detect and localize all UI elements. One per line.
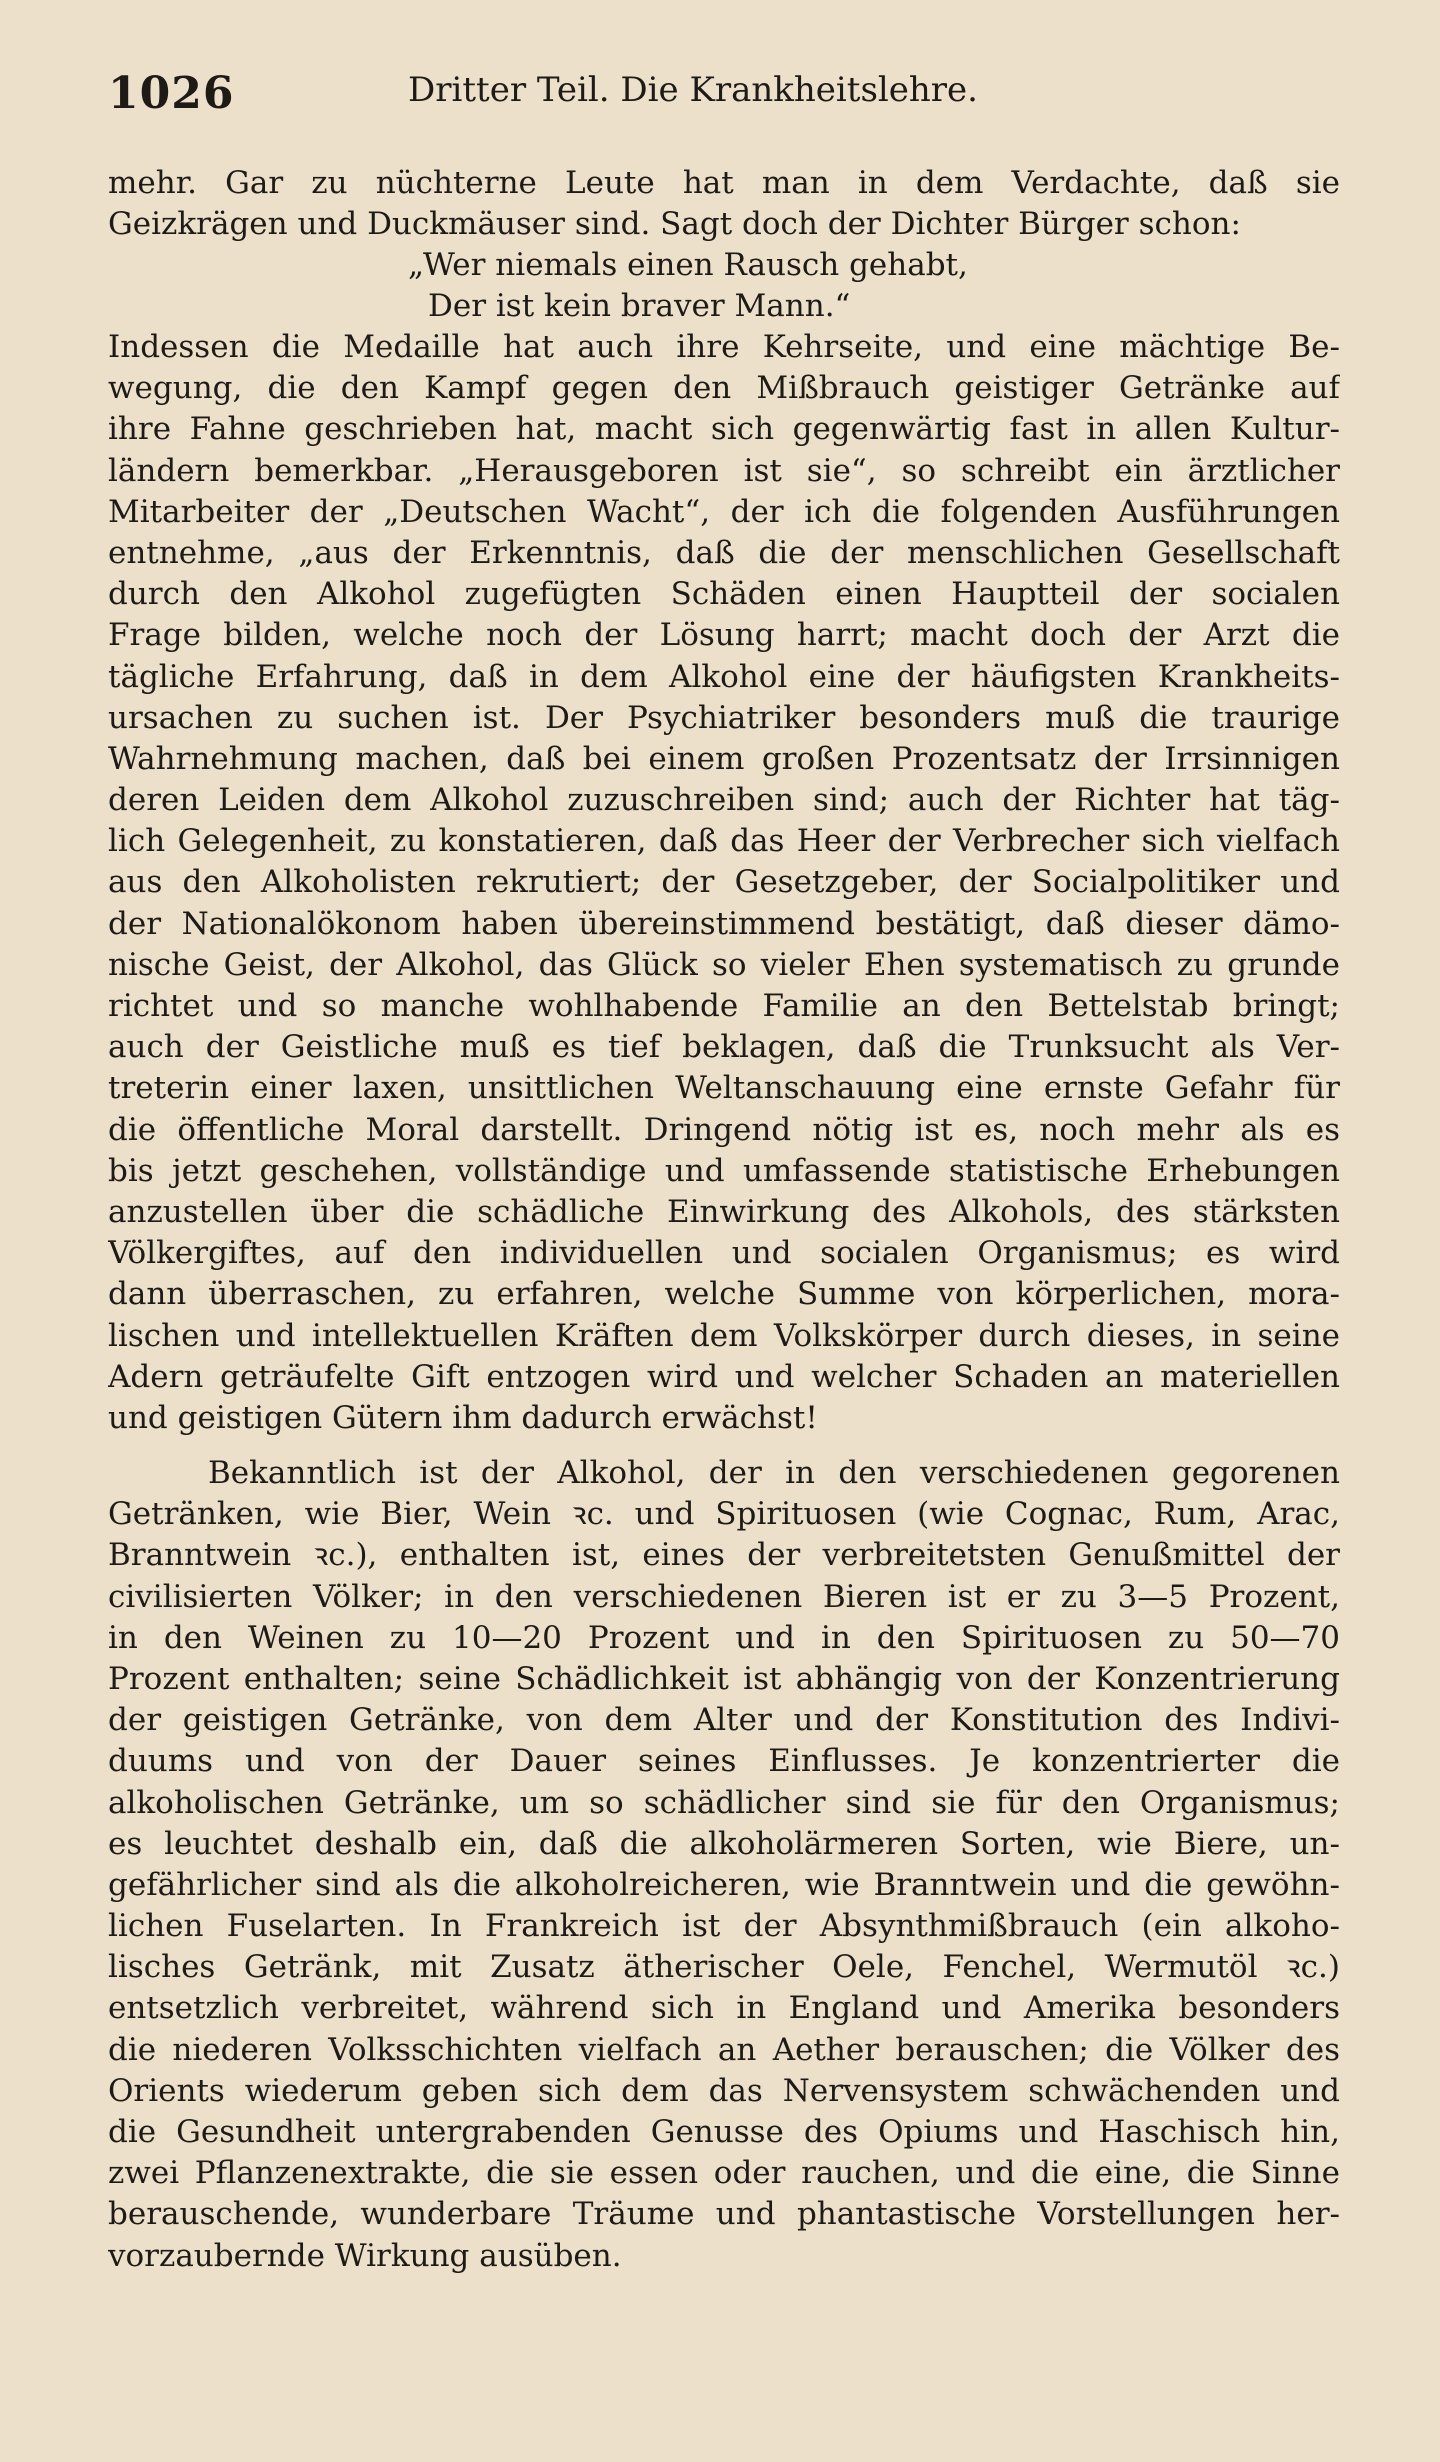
text-line: durch den Alkohol zugefügten Schäden einen Hauptteil der socialen [108, 576, 1340, 613]
page-number: 1026 [108, 68, 235, 119]
paragraph-1 [108, 163, 1340, 245]
text-line: Adern geträufelte Gift entzogen wird und welcher Schaden an materiellen [108, 1358, 1340, 1395]
text-line: gefährlicher sind als die alkoholreicheren, wie Branntwein und die gewöhn- [108, 1866, 1340, 1903]
text-line: die Gesundheit untergrabenden Genusse des Opiums und Haschisch hin, [108, 2114, 1340, 2150]
text-line: lich Gelegenheit, zu konstatieren, daß das Heer der Verbrecher sich vielfach [108, 823, 1340, 860]
text-line: und geistigen Gütern ihm dadurch erwächst! [108, 1399, 818, 1436]
verse-line: Der ist kein braver Mann.“ [428, 288, 851, 325]
text-line: ländern bemerkbar. „Herausgeboren ist sie“, so schreibt ein ärztlicher [108, 452, 1340, 489]
paragraph-3 [108, 1453, 1340, 2277]
text-line: berauschende, wunderbare Träume und phantastische Vorstellungen her- [108, 2196, 1340, 2233]
text-line: es leuchtet deshalb ein, daß die alkoholärmeren Sorten, wie Biere, un- [108, 1825, 1340, 1862]
text-line: anzustellen über die schädliche Einwirkung des Alkohols, des stärksten [108, 1193, 1340, 1230]
text-line: Geizkrägen und Duckmäuser sind. Sagt doch der Dichter Bürger schon: [108, 206, 1241, 243]
text-line: deren Leiden dem Alkohol zuzuschreiben sind; auch der Richter hat täg- [108, 782, 1340, 819]
text-line: bis jetzt geschehen, vollständige und umfassende statistische Erhebungen [108, 1152, 1340, 1189]
text-line: ihre Fahne geschrieben hat, macht sich gegenwärtig fast in allen Kultur- [108, 411, 1340, 448]
text-line: mehr. Gar zu nüchterne Leute hat man in dem Verdachte, daß sie [108, 165, 1340, 201]
text-line: civilisierten Völker; in den verschiedenen Bieren ist er zu 3—5 Prozent, [108, 1578, 1340, 1615]
text-line: die öffentliche Moral darstellt. Dringend nötig ist es, noch mehr als es [108, 1111, 1340, 1148]
text-line: Prozent enthalten; seine Schädlichkeit ist abhängig von der Konzentrierung [108, 1660, 1340, 1697]
text-line: Bekanntlich ist der Alkohol, der in den verschiedenen gegorenen [208, 1455, 1340, 1491]
text-line: richtet und so manche wohlhabende Familie an den Bettelstab bringt; [108, 988, 1340, 1024]
text-line: der geistigen Getränke, von dem Alter und der Konstitution des Indivi- [108, 1702, 1340, 1739]
text-line: die niederen Volksschichten vielfach an Aether berauschen; die Völker des [108, 2031, 1340, 2068]
text-line: tägliche Erfahrung, daß in dem Alkohol eine der häufigsten Krankheits- [108, 658, 1340, 695]
text-line: aus den Alkoholisten rekrutiert; der Gesetzgeber, der Socialpolitiker und [108, 864, 1340, 901]
text-line: entsetzlich verbreitet, während sich in England und Amerika besonders [108, 1990, 1340, 2027]
text-line: vorzaubernde Wirkung ausüben. [108, 2237, 622, 2274]
text-line: dann überraschen, zu erfahren, welche Summe von körperlichen, mora- [108, 1276, 1340, 1313]
text-line: lisches Getränk, mit Zusatz ätherischer Oele, Fenchel, Wermutöl ꝛc.) [108, 1949, 1340, 1986]
text-line: wegung, die den Kampf gegen den Mißbrauch geistiger Getränke auf [108, 370, 1340, 407]
page-header [108, 60, 1340, 130]
text-line: Getränken, wie Bier, Wein ꝛc. und Spirituosen (wie Cognac, Rum, Arac, [108, 1496, 1340, 1533]
text-line: Völkergiftes, auf den individuellen und socialen Organismus; es wird [108, 1235, 1340, 1272]
text-line: Frage bilden, welche noch der Lösung harrt; macht doch der Arzt die [108, 617, 1340, 654]
text-line: Indessen die Medaille hat auch ihre Kehrseite, und eine mächtige Be- [108, 329, 1340, 365]
text-line: nische Geist, der Alkohol, das Glück so vieler Ehen systematisch zu grunde [108, 946, 1340, 983]
text-line: lischen und intellektuellen Kräften dem Volkskörper durch dieses, in seine [108, 1317, 1340, 1354]
text-line: in den Weinen zu 10—20 Prozent und in den Spirituosen zu 50—70 [108, 1619, 1340, 1656]
text-line: duums und von der Dauer seines Einflusses. Je konzentrierter die [108, 1743, 1340, 1780]
text-line: der Nationalökonom haben übereinstimmend bestätigt, daß dieser dämo- [108, 905, 1340, 942]
text-line: auch der Geistliche muß es tief beklagen, daß die Trunksucht als Ver- [108, 1029, 1340, 1066]
text-line: Mitarbeiter der „Deutschen Wacht“, der ich die folgenden Ausführungen [108, 493, 1340, 530]
text-line: Orients wiederum geben sich dem das Nervensystem schwächenden und [108, 2072, 1340, 2109]
text-line: ursachen zu suchen ist. Der Psychiatriker besonders muß die traurige [108, 699, 1340, 736]
text-line: Wahrnehmung machen, daß bei einem großen Prozentsatz der Irrsinnigen [108, 740, 1340, 777]
verse-quote [108, 245, 1340, 327]
text-line: treterin einer laxen, unsittlichen Weltanschauung eine ernste Gefahr für [108, 1070, 1340, 1107]
text-line: lichen Fuselarten. In Frankreich ist der Absynthmißbrauch (ein alkoho- [108, 1908, 1340, 1945]
text-line: zwei Pflanzenextrakte, die sie essen oder rauchen, und die eine, die Sinne [108, 2155, 1340, 2192]
text-line: Branntwein ꝛc.), enthalten ist, eines der verbreitetsten Genußmittel der [108, 1537, 1340, 1574]
running-head: Dritter Teil. Die Krankheitslehre. [408, 70, 978, 110]
paragraph-2 [108, 327, 1340, 1439]
text-line: entnehme, „aus der Erkenntnis, daß die der menschlichen Gesellschaft [108, 534, 1340, 571]
text-line: alkoholischen Getränke, um so schädlicher sind sie für den Organismus; [108, 1784, 1340, 1821]
verse-line: „Wer niemals einen Rausch gehabt, [408, 247, 968, 283]
